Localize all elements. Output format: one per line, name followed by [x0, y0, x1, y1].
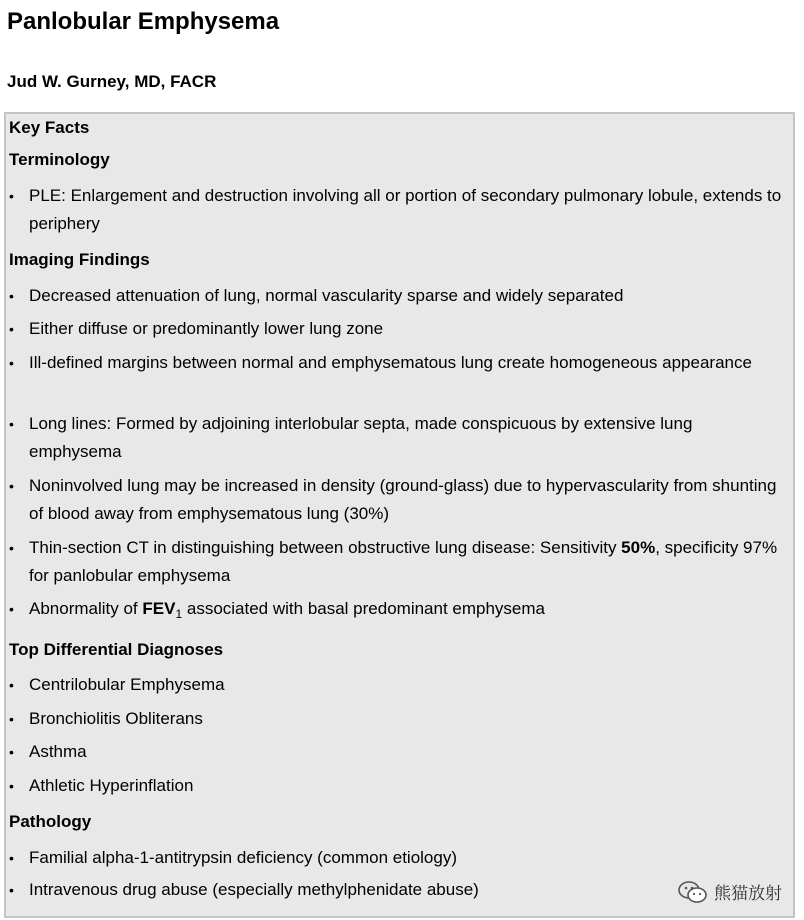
pathology-heading: Pathology	[9, 812, 92, 831]
key-facts-heading: Key Facts	[9, 118, 90, 137]
bullet-icon: •	[9, 882, 14, 898]
bullet-icon: •	[9, 416, 14, 432]
bullet-icon: •	[9, 850, 14, 866]
page-title: Panlobular Emphysema	[7, 8, 280, 35]
bullet-icon: •	[9, 540, 14, 556]
bullet-icon: •	[9, 288, 14, 304]
list-item: • Ill-defined margins between normal and emphysematous lung create homogeneous appearance	[9, 349, 784, 377]
terminology-heading: Terminology	[9, 150, 110, 169]
differential-diagnoses-heading: Top Differential Diagnoses	[9, 640, 224, 659]
imaging-findings-heading: Imaging Findings	[9, 250, 150, 269]
list-item: • Athletic Hyperinflation	[9, 772, 784, 800]
wechat-icon	[678, 880, 708, 904]
bullet-icon: •	[9, 321, 14, 337]
author-byline: Jud W. Gurney, MD, FACR	[7, 72, 217, 91]
list-item: • Intravenous drug abuse (especially methylphenidate abuse)	[9, 876, 784, 904]
list-item: • Centrilobular Emphysema	[9, 671, 784, 699]
bullet-icon: •	[9, 744, 14, 760]
watermark	[678, 879, 782, 904]
list-item: • Noninvolved lung may be increased in density (ground-glass) due to hypervascularity from shunting of blood away from emphysematous lung (30%)	[9, 472, 784, 528]
bullet-icon: •	[9, 677, 14, 693]
list-item: • Decreased attenuation of lung, normal vascularity sparse and widely separated	[9, 282, 784, 310]
watermark-text: 熊猫放射	[714, 884, 782, 903]
bullet-icon: •	[9, 601, 14, 617]
list-item: • Asthma	[9, 738, 784, 766]
bullet-icon: •	[9, 711, 14, 727]
list-item: • Either diffuse or predominantly lower lung zone	[9, 315, 784, 343]
list-item: • PLE: Enlargement and destruction involving all or portion of secondary pulmonary lobule, extends to periphery	[9, 182, 784, 238]
list-item: • Bronchiolitis Obliterans	[9, 705, 784, 733]
bullet-icon: •	[9, 478, 14, 494]
bullet-icon: •	[9, 188, 14, 204]
list-item: • Familial alpha-1-antitrypsin deficiency (common etiology)	[9, 844, 784, 872]
bullet-icon: •	[9, 778, 14, 794]
bullet-icon: •	[9, 355, 14, 371]
list-item: • Long lines: Formed by adjoining interlobular septa, made conspicuous by extensive lung emphysema	[9, 410, 784, 466]
list-item: • Thin-section CT in distinguishing between obstructive lung disease: Sensitivity 50%, specificity 97% for panlobular emphysema	[9, 534, 784, 590]
key-facts-box	[4, 112, 795, 918]
list-item: • Abnormality of $FEV_1$ associated with basal predominant emphysema	[9, 595, 784, 623]
